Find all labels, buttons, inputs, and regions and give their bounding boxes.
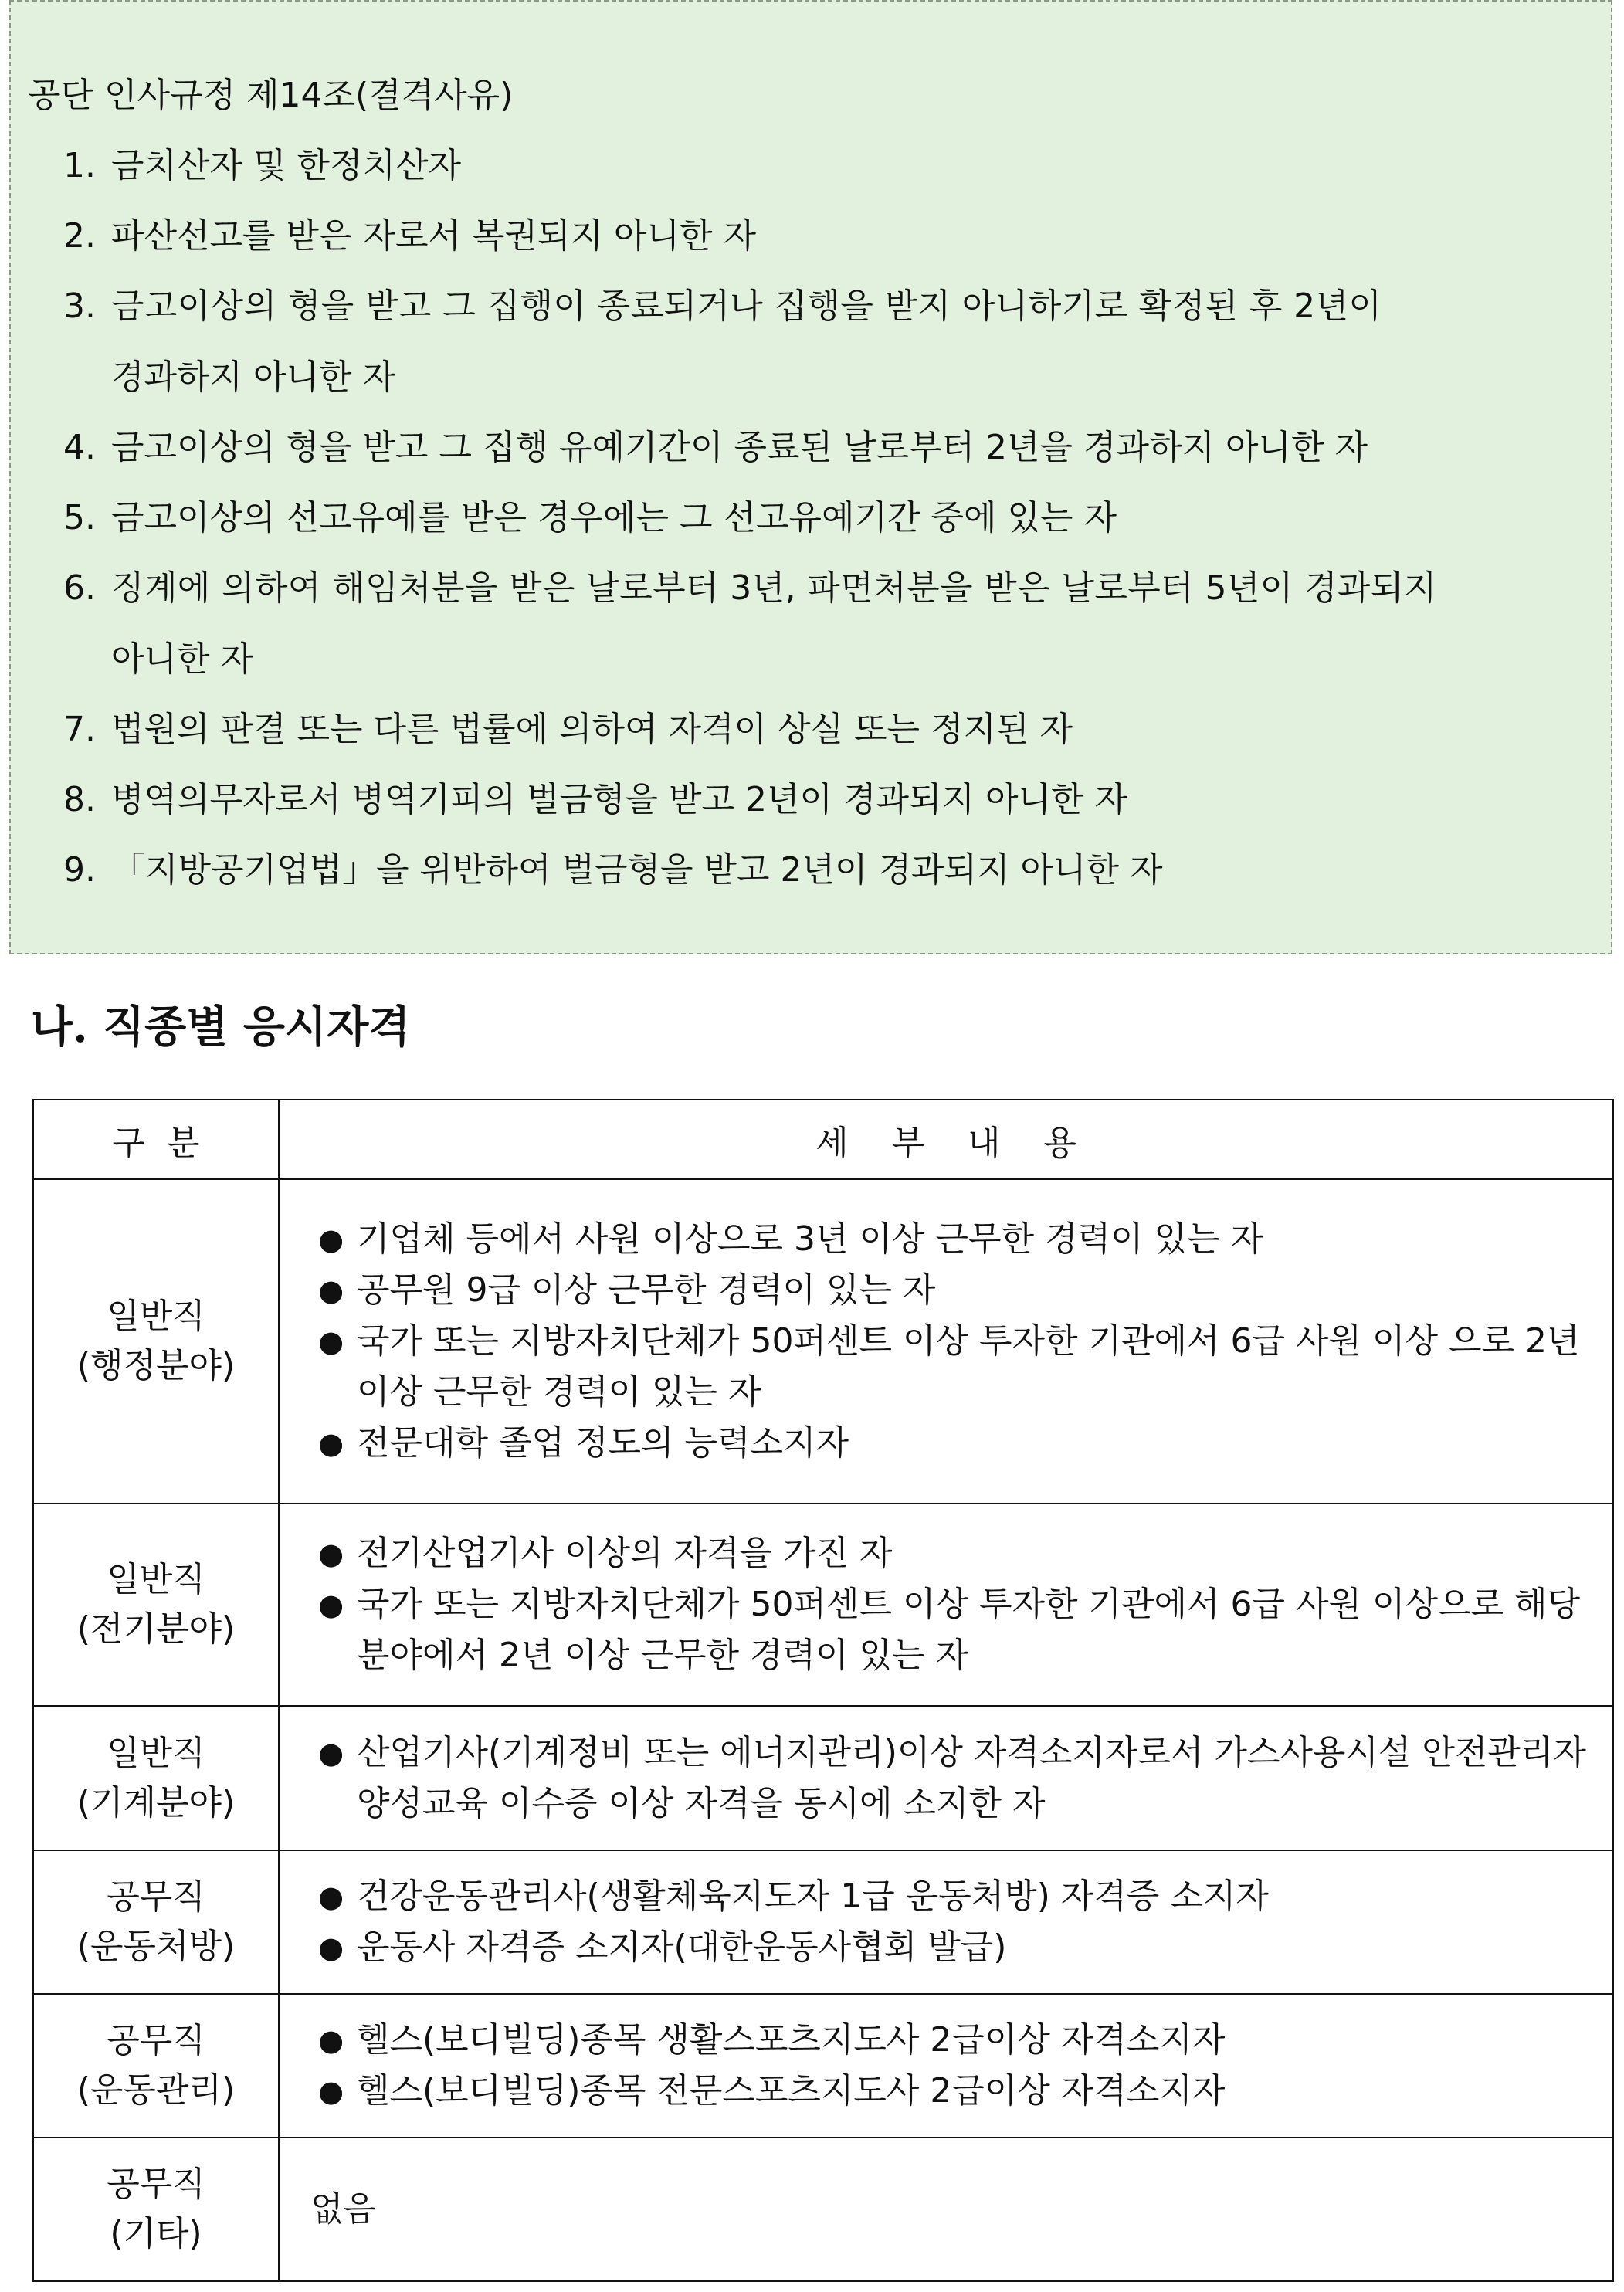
rule-item-number: 1. (63, 146, 96, 185)
bullet-icon: ● (318, 1273, 344, 1308)
category-field: (운동관리) (76, 2070, 236, 2110)
bullet-icon: ● (318, 1222, 344, 1257)
rule-item-text: 징계에 의하여 해임처분을 받은 날로부터 3년, 파면처분을 받은 날로부터 5년이 경과되지 (111, 568, 1437, 608)
row-category (33, 1504, 279, 1706)
rule-item-text: 금고이상의 형을 받고 그 집행 유예기간이 종료된 날로부터 2년을 경과하지 아니한 자 (111, 428, 1368, 467)
rules-box-title: 공단 인사규정 제14조(결격사유) (28, 76, 514, 115)
detail-line: ● 운동사 자격증 소지자(대한운동사협회 발급) (314, 1922, 1605, 1973)
category-field: (기계분야) (76, 1782, 236, 1822)
table-row (33, 1706, 1613, 1850)
row-details (279, 1850, 1613, 1994)
section-heading: 나. 직종별 응시자격 (31, 1002, 411, 1053)
rule-item (63, 285, 1600, 399)
bullet-icon: ● (318, 1537, 344, 1572)
row-details (279, 1994, 1613, 2138)
header-details: 세 부 내 용 (279, 1100, 1613, 1179)
rule-item (63, 144, 1600, 188)
row-details (279, 1179, 1613, 1504)
rule-item-text: 금고이상의 형을 받고 그 집행이 종료되거나 집행을 받지 아니하기로 확정된 후 2년이 (111, 286, 1382, 326)
detail-line: ● 헬스(보디빌딩)종목 전문스포츠지도사 2급이상 자격소지자 (314, 2066, 1605, 2117)
row-details (279, 1504, 1613, 1706)
bullet-icon: ● (318, 1930, 344, 1965)
row-details-text: 없음 (279, 2138, 1613, 2281)
bullet-icon: ● (318, 1426, 344, 1461)
rule-item-number: 2. (63, 216, 96, 256)
detail-line: ● 공무원 9급 이상 근무한 경력이 있는 자 (314, 1265, 1605, 1316)
detail-line: ● 전기산업기사 이상의 자격을 가진 자 (314, 1528, 1605, 1579)
category-field: (기타) (110, 2213, 202, 2253)
rule-item-text: 「지방공기업법」을 위반하여 벌금형을 받고 2년이 경과되지 아니한 자 (111, 850, 1163, 890)
category-type: 공무직 (107, 2020, 205, 2060)
category-field: (행정분야) (76, 1346, 236, 1386)
table-header-row (33, 1100, 1613, 1179)
row-category (33, 1994, 279, 2138)
rule-item-text: 금고이상의 선고유예를 받은 경우에는 그 선고유예기간 중에 있는 자 (111, 498, 1117, 537)
table-row (33, 2138, 1613, 2281)
detail-line: ● 전문대학 졸업 정도의 능력소지자 (314, 1418, 1605, 1469)
category-type: 일반직 (107, 1733, 205, 1773)
bullet-icon: ● (318, 2022, 344, 2057)
rule-item-number: 8. (63, 780, 96, 819)
category-type: 일반직 (107, 1560, 205, 1600)
rule-item (63, 567, 1600, 681)
table-row (33, 1994, 1613, 2138)
rule-item (63, 849, 1600, 892)
category-type: 일반직 (107, 1297, 205, 1337)
bullet-icon: ● (318, 1879, 344, 1914)
rule-item-number: 6. (63, 568, 96, 608)
rule-item-text: 파산선고를 받은 자로서 복권되지 아니한 자 (111, 216, 757, 256)
bullet-icon: ● (318, 2073, 344, 2108)
row-category (33, 1706, 279, 1850)
row-details (279, 1706, 1613, 1850)
row-category (33, 2138, 279, 2281)
row-category (33, 1179, 279, 1504)
table-row (33, 1850, 1613, 1994)
category-type: 공무직 (107, 2164, 205, 2204)
rule-item-text-continued: 경과하지 아니한 자 (111, 358, 396, 397)
header-category: 구 분 (33, 1100, 279, 1179)
rule-item (63, 215, 1600, 258)
rule-item-text: 법원의 판결 또는 다른 법률에 의하여 자격이 상실 또는 정지된 자 (111, 710, 1073, 749)
rule-item (63, 708, 1600, 751)
rule-item-text: 병역의무자로서 병역기피의 벌금형을 받고 2년이 경과되지 아니한 자 (111, 780, 1128, 819)
rule-item-number: 5. (63, 498, 96, 537)
detail-line: ● 국가 또는 지방자치단체가 50퍼센트 이상 투자한 기관에서 6급 사원 이상 으로 2년 이상 근무한 경력이 있는 자 (314, 1316, 1605, 1418)
row-category (33, 1850, 279, 1994)
qualification-table (32, 1099, 1614, 2282)
bullet-icon: ● (318, 1735, 344, 1770)
detail-line: ● 산업기사(기계정비 또는 에너지관리)이상 자격소지자로서 가스사용시설 안전관리자 양성교육 이수증 이상 자격을 동시에 소지한 자 (314, 1727, 1605, 1829)
category-type: 공무직 (107, 1877, 205, 1917)
table-row (33, 1504, 1613, 1706)
detail-line: ● 건강운동관리사(생활체육지도자 1급 운동처방) 자격증 소지자 (314, 1871, 1605, 1922)
bullet-icon: ● (318, 1588, 344, 1622)
rule-item-text-continued: 아니한 자 (111, 639, 254, 679)
rule-item (63, 778, 1600, 822)
rule-item-number: 9. (63, 850, 96, 890)
rule-item-text: 금치산자 및 한정치산자 (111, 146, 462, 185)
category-field: (전기분야) (76, 1609, 236, 1649)
rule-item (63, 497, 1600, 540)
category-field: (운동처방) (76, 1926, 236, 1966)
rule-item-number: 7. (63, 710, 96, 749)
rule-item-number: 3. (63, 286, 96, 326)
detail-line: ● 헬스(보디빌딩)종목 생활스포츠지도사 2급이상 자격소지자 (314, 2015, 1605, 2066)
bullet-icon: ● (318, 1324, 344, 1359)
rule-item-number: 4. (63, 428, 96, 467)
detail-line: ● 기업체 등에서 사원 이상으로 3년 이상 근무한 경력이 있는 자 (314, 1214, 1605, 1265)
table-row (33, 1179, 1613, 1504)
detail-line: ● 국가 또는 지방자치단체가 50퍼센트 이상 투자한 기관에서 6급 사원 이상으로 해당분야에서 2년 이상 근무한 경력이 있는 자 (314, 1579, 1605, 1681)
rule-item (63, 426, 1600, 470)
